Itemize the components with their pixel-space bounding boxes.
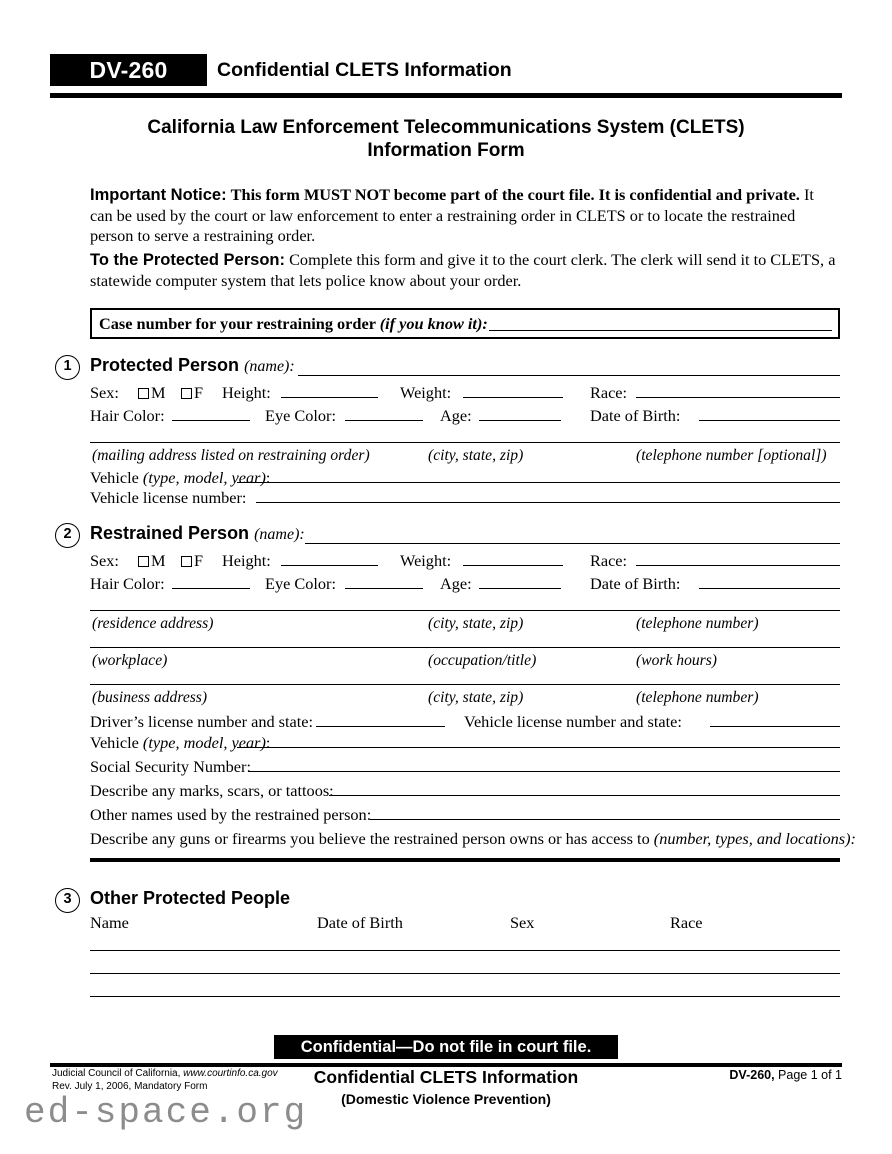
form-header-title: Confidential CLETS Information: [217, 59, 512, 81]
important-notice-text: It can be used by the court or law enforcement to enter a restraining order in CLETS or to locate the restrained person to serve a restraining order.: [90, 185, 814, 245]
protected-person-vehicle-license-label: Vehicle license number:: [90, 488, 247, 507]
restrained-person-age-label: Age:: [440, 574, 472, 593]
protected-person-weight-input[interactable]: [463, 397, 563, 398]
protected-person-notice: [90, 250, 838, 291]
protected-person-eye-input[interactable]: [345, 420, 423, 421]
protected-person-notice-text: Complete this form and give it to the court clerk. The clerk will send it to CLETS, a statewide computer system that lets police know about your order.: [90, 250, 836, 290]
restrained-person-dob-input[interactable]: [699, 588, 840, 589]
restrained-person-residence-caption: (residence address): [92, 615, 214, 632]
restrained-person-name-input[interactable]: [305, 543, 840, 544]
checkbox-icon[interactable]: [181, 556, 192, 567]
other-people-col-name: Name: [90, 913, 129, 932]
other-people-row-input[interactable]: [90, 973, 840, 974]
protected-person-eye-label: Eye Color:: [265, 406, 336, 425]
restrained-person-workhours-caption: (work hours): [636, 652, 717, 669]
restrained-person-residence-phone-caption: (telephone number): [636, 615, 759, 632]
restrained-person-height-label: Height:: [222, 551, 271, 570]
restrained-person-hair-input[interactable]: [172, 588, 250, 589]
protected-person-sex-label: Sex:: [90, 383, 119, 402]
restrained-person-sex-male-option[interactable]: M: [138, 551, 165, 570]
important-notice-bold: This form MUST NOT become part of the court file. It is confidential and private.: [230, 185, 800, 204]
page-content: [50, 0, 856, 1154]
protected-person-vehicle-label: Vehicle (type, model, year):: [90, 468, 271, 487]
protected-person-sex-female-option[interactable]: F: [181, 383, 203, 402]
section-2-marker: 2: [55, 523, 80, 548]
footer-title-line1: Confidential CLETS Information: [313, 1067, 579, 1087]
protected-person-name-input[interactable]: [298, 375, 840, 376]
footer-council-line: Judicial Council of California, www.courtinfo.ca.gov: [52, 1068, 278, 1079]
protected-person-height-label: Height:: [222, 383, 271, 402]
protected-person-hair-input[interactable]: [172, 420, 250, 421]
protected-person-age-input[interactable]: [479, 420, 561, 421]
section-2-heading: Restrained Person (name):: [90, 523, 305, 543]
other-people-col-race: Race: [670, 913, 703, 932]
restrained-person-race-label: Race:: [590, 551, 628, 570]
protected-person-vehicle-input[interactable]: [237, 482, 840, 483]
section-3-marker: 3: [55, 888, 80, 913]
restrained-person-workplace-input[interactable]: [90, 647, 840, 648]
restrained-person-race-input[interactable]: [636, 565, 840, 566]
case-number-box: [90, 308, 840, 339]
restrained-person-sex-label: Sex:: [90, 551, 119, 570]
restrained-person-eye-input[interactable]: [345, 588, 423, 589]
restrained-person-weight-input[interactable]: [463, 565, 563, 566]
restrained-person-business-city-caption: (city, state, zip): [428, 689, 524, 706]
case-number-input[interactable]: [489, 330, 832, 331]
restrained-person-ssn-label: Social Security Number:: [90, 757, 251, 776]
checkbox-icon[interactable]: [138, 556, 149, 567]
footer-website: www.courtinfo.ca.gov: [183, 1068, 278, 1079]
section-1-marker: 1: [55, 355, 80, 380]
footer-page-count: Page 1 of 1: [774, 1068, 842, 1082]
protected-person-dob-input[interactable]: [699, 420, 840, 421]
other-people-col-dob: Date of Birth: [317, 913, 403, 932]
restrained-person-marks-input[interactable]: [329, 795, 840, 796]
restrained-person-dob-label: Date of Birth:: [590, 574, 681, 593]
protected-person-height-input[interactable]: [281, 397, 378, 398]
restrained-person-vl-input[interactable]: [710, 726, 840, 727]
form-header: [50, 54, 842, 86]
protected-person-sex-male-option[interactable]: M: [138, 383, 165, 402]
restrained-person-sex-female-option[interactable]: F: [181, 551, 203, 570]
protected-person-race-input[interactable]: [636, 397, 840, 398]
section-1-heading: Protected Person (name):: [90, 355, 295, 375]
page-title-line2: Information Form: [367, 140, 525, 161]
protected-person-race-label: Race:: [590, 383, 628, 402]
footer-page-info: [729, 1068, 842, 1082]
restrained-person-business-phone-caption: (telephone number): [636, 689, 759, 706]
restrained-person-hair-label: Hair Color:: [90, 574, 165, 593]
protected-person-vehicle-license-input[interactable]: [256, 502, 840, 503]
protected-person-dob-label: Date of Birth:: [590, 406, 681, 425]
restrained-person-vehicle-label: Vehicle (type, model, year):: [90, 733, 271, 752]
other-people-row-input[interactable]: [90, 950, 840, 951]
restrained-person-guns-label: Describe any guns or firearms you believe the restrained person owns or has access to (number, types, and locations):: [90, 829, 856, 848]
restrained-person-business-caption: (business address): [92, 689, 208, 706]
header-rule: [50, 93, 842, 98]
restrained-person-ssn-input[interactable]: [248, 771, 840, 772]
restrained-person-residence-city-caption: (city, state, zip): [428, 615, 524, 632]
restrained-person-vehicle-input[interactable]: [237, 747, 840, 748]
footer-title-line2: (Domestic Violence Prevention): [341, 1091, 551, 1107]
restrained-person-eye-label: Eye Color:: [265, 574, 336, 593]
restrained-person-age-input[interactable]: [479, 588, 561, 589]
section-3-heading: Other Protected People: [90, 888, 291, 908]
watermark: ed-space.org: [24, 1092, 308, 1133]
restrained-person-marks-label: Describe any marks, scars, or tattoos:: [90, 781, 334, 800]
case-number-label-italic: (if you know it):: [379, 314, 488, 333]
protected-person-address-caption: (mailing address listed on restraining order): [92, 447, 370, 464]
restrained-person-business-input[interactable]: [90, 684, 840, 685]
restrained-person-height-input[interactable]: [281, 565, 378, 566]
footer-form-number: DV-260,: [729, 1068, 775, 1082]
restrained-person-guns-input[interactable]: [90, 858, 840, 862]
restrained-person-residence-input[interactable]: [90, 610, 840, 611]
other-people-row-input[interactable]: [90, 996, 840, 997]
other-people-col-sex: Sex: [510, 913, 535, 932]
restrained-person-vl-label: Vehicle license number and state:: [464, 712, 682, 731]
restrained-person-weight-label: Weight:: [400, 551, 452, 570]
checkbox-icon[interactable]: [138, 388, 149, 399]
confidential-banner: Confidential—Do not file in court file.: [274, 1035, 618, 1059]
restrained-person-occupation-caption: (occupation/title): [428, 652, 537, 669]
restrained-person-dl-label: Driver’s license number and state:: [90, 712, 314, 731]
page-title-line1: California Law Enforcement Telecommunications System (CLETS): [147, 117, 745, 138]
restrained-person-workplace-caption: (workplace): [92, 652, 168, 669]
protected-person-notice-label: To the Protected Person:: [90, 251, 285, 269]
protected-person-hair-label: Hair Color:: [90, 406, 165, 425]
checkbox-icon[interactable]: [181, 388, 192, 399]
restrained-person-other-names-label: Other names used by the restrained person:: [90, 805, 372, 824]
protected-person-city-caption: (city, state, zip): [428, 447, 524, 464]
restrained-person-other-names-input[interactable]: [370, 819, 840, 820]
footer-revision-line: Rev. July 1, 2006, Mandatory Form: [52, 1080, 208, 1092]
form-number-badge: DV-260: [50, 54, 207, 86]
important-notice: [90, 185, 838, 247]
protected-person-address-input[interactable]: [90, 442, 840, 443]
restrained-person-dl-input[interactable]: [316, 726, 445, 727]
important-notice-label: Important Notice:: [90, 186, 227, 204]
case-number-label: Case number for your restraining order (if you know it):: [99, 314, 488, 333]
protected-person-phone-caption: (telephone number [optional]): [636, 447, 827, 464]
page-title: [50, 116, 842, 162]
protected-person-weight-label: Weight:: [400, 383, 452, 402]
protected-person-age-label: Age:: [440, 406, 472, 425]
